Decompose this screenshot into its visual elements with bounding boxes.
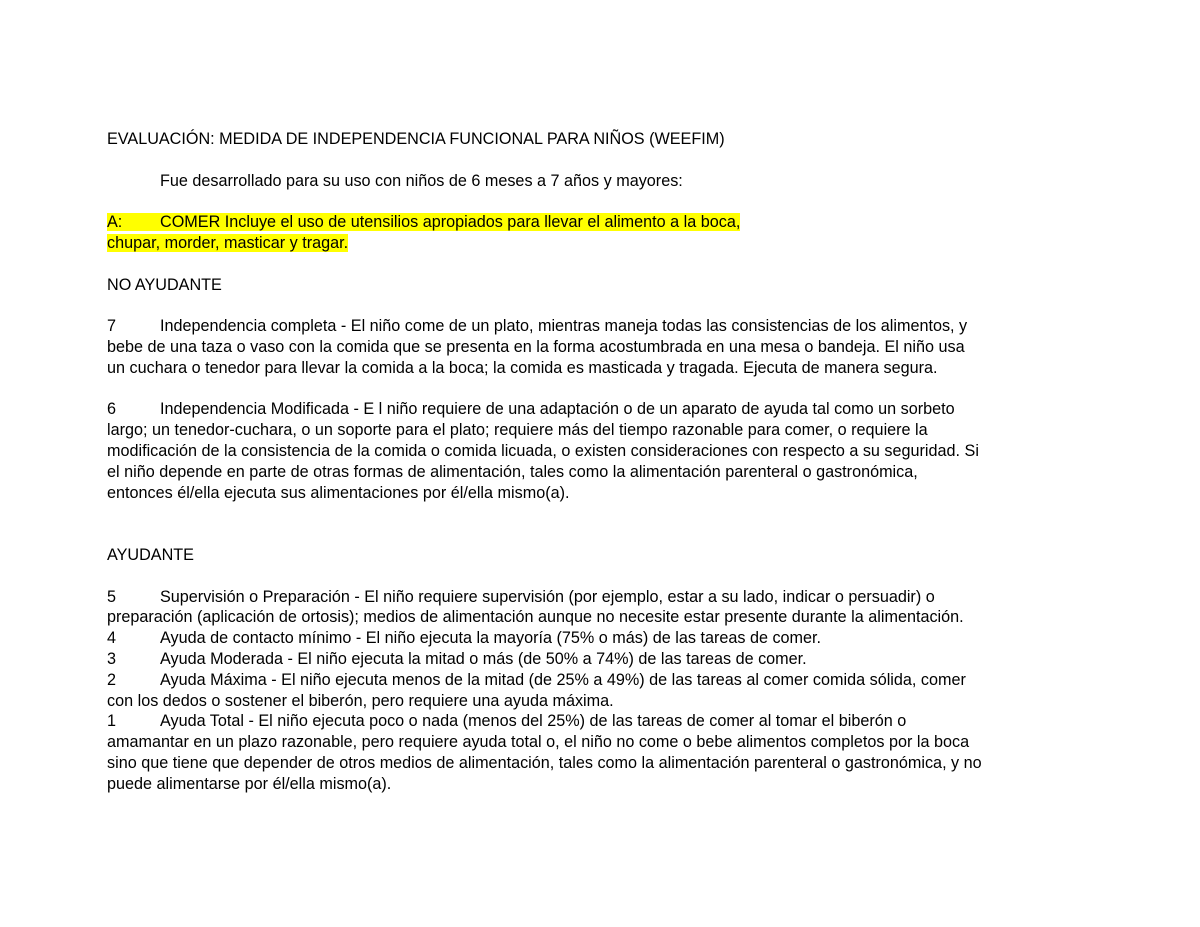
ayudante-heading: AYUDANTE [107, 545, 194, 564]
item-number: 1 [107, 712, 117, 731]
item-text: un cuchara o tenedor para llevar la comida a la boca; la comida es masticada y tragada. Ejecuta de manera segura. [107, 358, 938, 377]
item-text: modificación de la consistencia de la comida o comida licuada, o existen consideraciones con respecto a su seguridad. Si [107, 441, 979, 460]
section-a-text2: chupar, morder, masticar y tragar. [107, 233, 349, 252]
list-item [107, 628, 1107, 649]
item-text: Ayuda Máxima - El niño ejecuta menos de la mitad (de 25% a 49%) de las tareas al comer comida sólida, comer [160, 670, 966, 689]
item-text: Ayuda Total - El niño ejecuta poco o nada (menos del 25%) de las tareas de comer al tomar el biberón o [160, 712, 907, 731]
list-item [107, 711, 1107, 794]
section-a-text1: COMER Incluye el uso de utensilios apropiados para llevar el alimento a la boca, [160, 213, 741, 232]
item-text: Independencia Modificada - E l niño requiere de una adaptación o de un aparato de ayuda tal como un sorbeto [160, 400, 955, 419]
list-item [107, 316, 1107, 378]
item-text: bebe de una taza o vaso con la comida que se presenta en la forma acostumbrada en una mesa o bandeja. El niño usa [107, 337, 965, 356]
list-item [107, 649, 1107, 670]
item-text: preparación (aplicación de ortosis); medios de alimentación aunque no necesite estar presente durante la alimentación. [107, 608, 964, 627]
item-number: 6 [107, 400, 117, 419]
no-ayudante-heading: NO AYUDANTE [107, 275, 222, 294]
item-text: sino que tiene que depender de otros medios de alimentación, tales como la alimentación parenteral o gastronómica, y no [107, 753, 982, 772]
item-text: entonces él/ella ejecuta sus alimentaciones por él/ella mismo(a). [107, 483, 570, 502]
item-number: 7 [107, 317, 117, 336]
item-number: 4 [107, 629, 117, 648]
section-a-line2 [107, 233, 1107, 254]
intro-text: Fue desarrollado para su uso con niños de 6 meses a 7 años y mayores: [160, 171, 683, 190]
item-text: el niño depende en parte de otras formas de alimentación, tales como la alimentación parenteral o gastronómica, [107, 462, 918, 481]
item-text: largo; un tenedor-cuchara, o un soporte para el plato; requiere más del tiempo razonable para comer, o requiere la [107, 421, 928, 440]
item-number: 5 [107, 587, 117, 606]
item-text: Ayuda Moderada - El niño ejecuta la mitad o más (de 50% a 74%) de las tareas de comer. [160, 649, 807, 668]
list-item [107, 670, 1107, 712]
section-a-line1 [107, 212, 1107, 233]
item-text: Independencia completa - El niño come de un plato, mientras maneja todas las consistencias de los alimentos, y [160, 317, 968, 336]
item-text: con los dedos o sostener el biberón, pero requiere una ayuda máxima. [107, 691, 614, 710]
document-page [107, 129, 1107, 795]
section-a-letter: A: [107, 213, 123, 232]
item-text: Supervisión o Preparación - El niño requiere supervisión (por ejemplo, estar a su lado, indicar o persuadir) o [160, 587, 935, 606]
item-text: Ayuda de contacto mínimo - El niño ejecuta la mayoría (75% o más) de las tareas de comer. [160, 629, 822, 648]
item-text: puede alimentarse por él/ella mismo(a). [107, 774, 392, 793]
item-text: amamantar en un plazo razonable, pero requiere ayuda total o, el niño no come o bebe alimentos completos por la boca [107, 733, 970, 752]
list-item [107, 587, 1107, 629]
list-item [107, 399, 1107, 503]
item-number: 3 [107, 649, 117, 668]
document-title: EVALUACIÓN: MEDIDA DE INDEPENDENCIA FUNCIONAL PARA NIÑOS (WEEFIM) [107, 130, 725, 148]
item-number: 2 [107, 670, 117, 689]
